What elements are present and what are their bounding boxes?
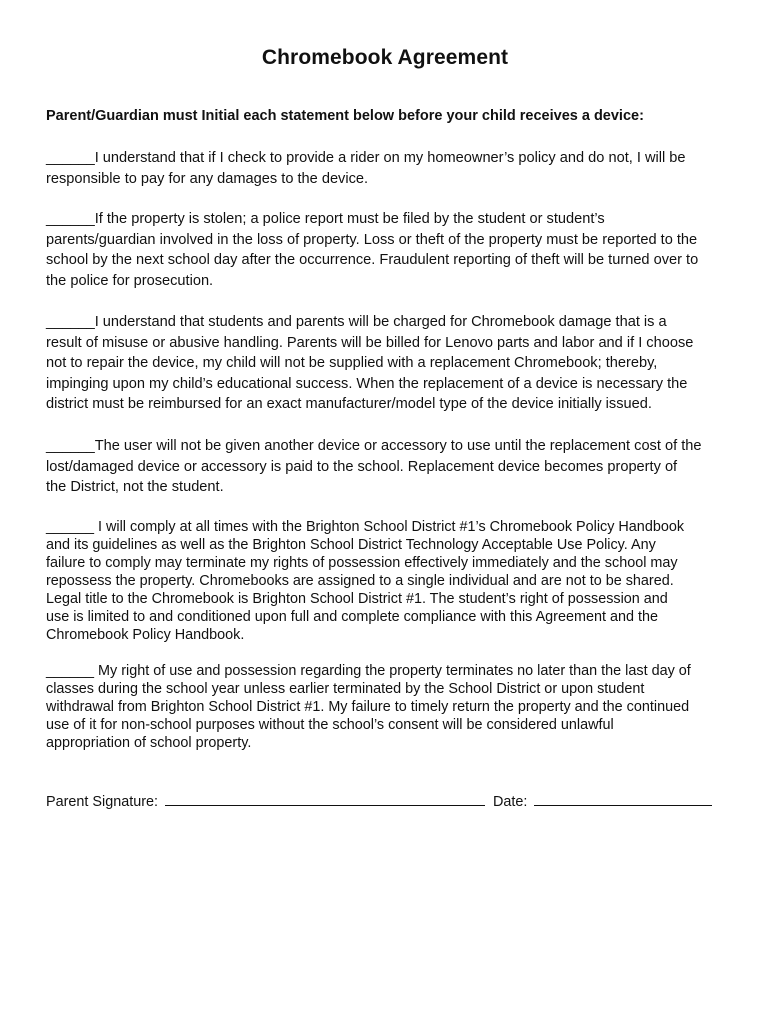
statement-line: result of misuse or abusive handling. Parents will be billed for Lenovo parts and labor and if I choose [46,334,694,351]
statement-line: failure to comply may terminate my rights of possession effectively immediately and the school may [46,555,678,571]
date-label: Date: [493,794,528,810]
parent-signature-label: Parent Signature: [46,794,158,810]
statement-6 [46,662,736,752]
statement-2 [46,209,736,291]
parent-signature-field[interactable] [165,792,485,806]
statement-line: district must be reimbursed for an exact manufacturer/model type of the device initially issued. [46,396,652,413]
statement-line: ______ I will comply at all times with the Brighton School District #1’s Chromebook Policy Handbook [46,519,685,535]
statement-line: ______ My right of use and possession regarding the property terminates no later than the last day of [46,663,691,679]
statement-line: classes during the school year unless earlier terminated by the School District or upon student [46,681,645,697]
statement-line: Legal title to the Chromebook is Brighton School District #1. The student’s right of possession and [46,591,668,607]
date-field[interactable] [534,792,712,806]
statement-line: ______The user will not be given another device or accessory to use until the replacement cost of the [46,438,702,454]
statement-line: use of it for non-school purposes without the school’s consent will be considered unlawful [46,717,614,733]
statement-line: Chromebook Policy Handbook. [46,627,245,643]
statement-1 [46,148,736,189]
statement-line: responsible to pay for any damages to the device. [46,170,369,187]
statement-line: repossess the property. Chromebooks are assigned to a single individual and are not to be shared. [46,573,674,589]
document-title: Chromebook Agreement [261,46,509,69]
statement-line: school by the next school day after the occurrence. Fraudulent reporting of theft will be turned over to [46,252,699,269]
statement-line: impinging upon my child’s educational success. When the replacement of a device is necessary the [46,375,688,392]
statement-line: use is limited to and conditioned upon full and complete compliance with this Agreement and the [46,609,658,625]
statement-5 [46,518,736,644]
statement-line: the police for prosecution. [46,272,214,289]
statement-line: withdrawal from Brighton School District #1. My failure to timely return the property and the continued [46,699,690,715]
statement-line: not to repair the device, my child will not be supplied with a replacement Chromebook; thereby, [46,355,658,372]
statement-line: the District, not the student. [46,479,224,496]
statement-4 [46,436,736,498]
statement-line: parents/guardian involved in the loss of property. Loss or theft of the property must be reported to the [46,231,698,248]
statement-line: appropriation of school property. [46,735,252,751]
signature-row [46,792,712,810]
statement-3 [46,312,736,415]
statement-line: ______I understand that if I check to provide a rider on my homeowner’s policy and do not, I will be [46,150,686,166]
statement-line: ______I understand that students and parents will be charged for Chromebook damage that is a [46,314,667,330]
statement-line: and its guidelines as well as the Brighton School District Technology Acceptable Use Policy. Any [46,537,656,553]
statement-line: lost/damaged device or accessory is paid to the school. Replacement device becomes property of [46,458,678,475]
instruction-text: Parent/Guardian must Initial each statement below before your child receives a device: [46,108,644,124]
statement-line: ______If the property is stolen; a police report must be filed by the student or student’s [46,211,605,227]
